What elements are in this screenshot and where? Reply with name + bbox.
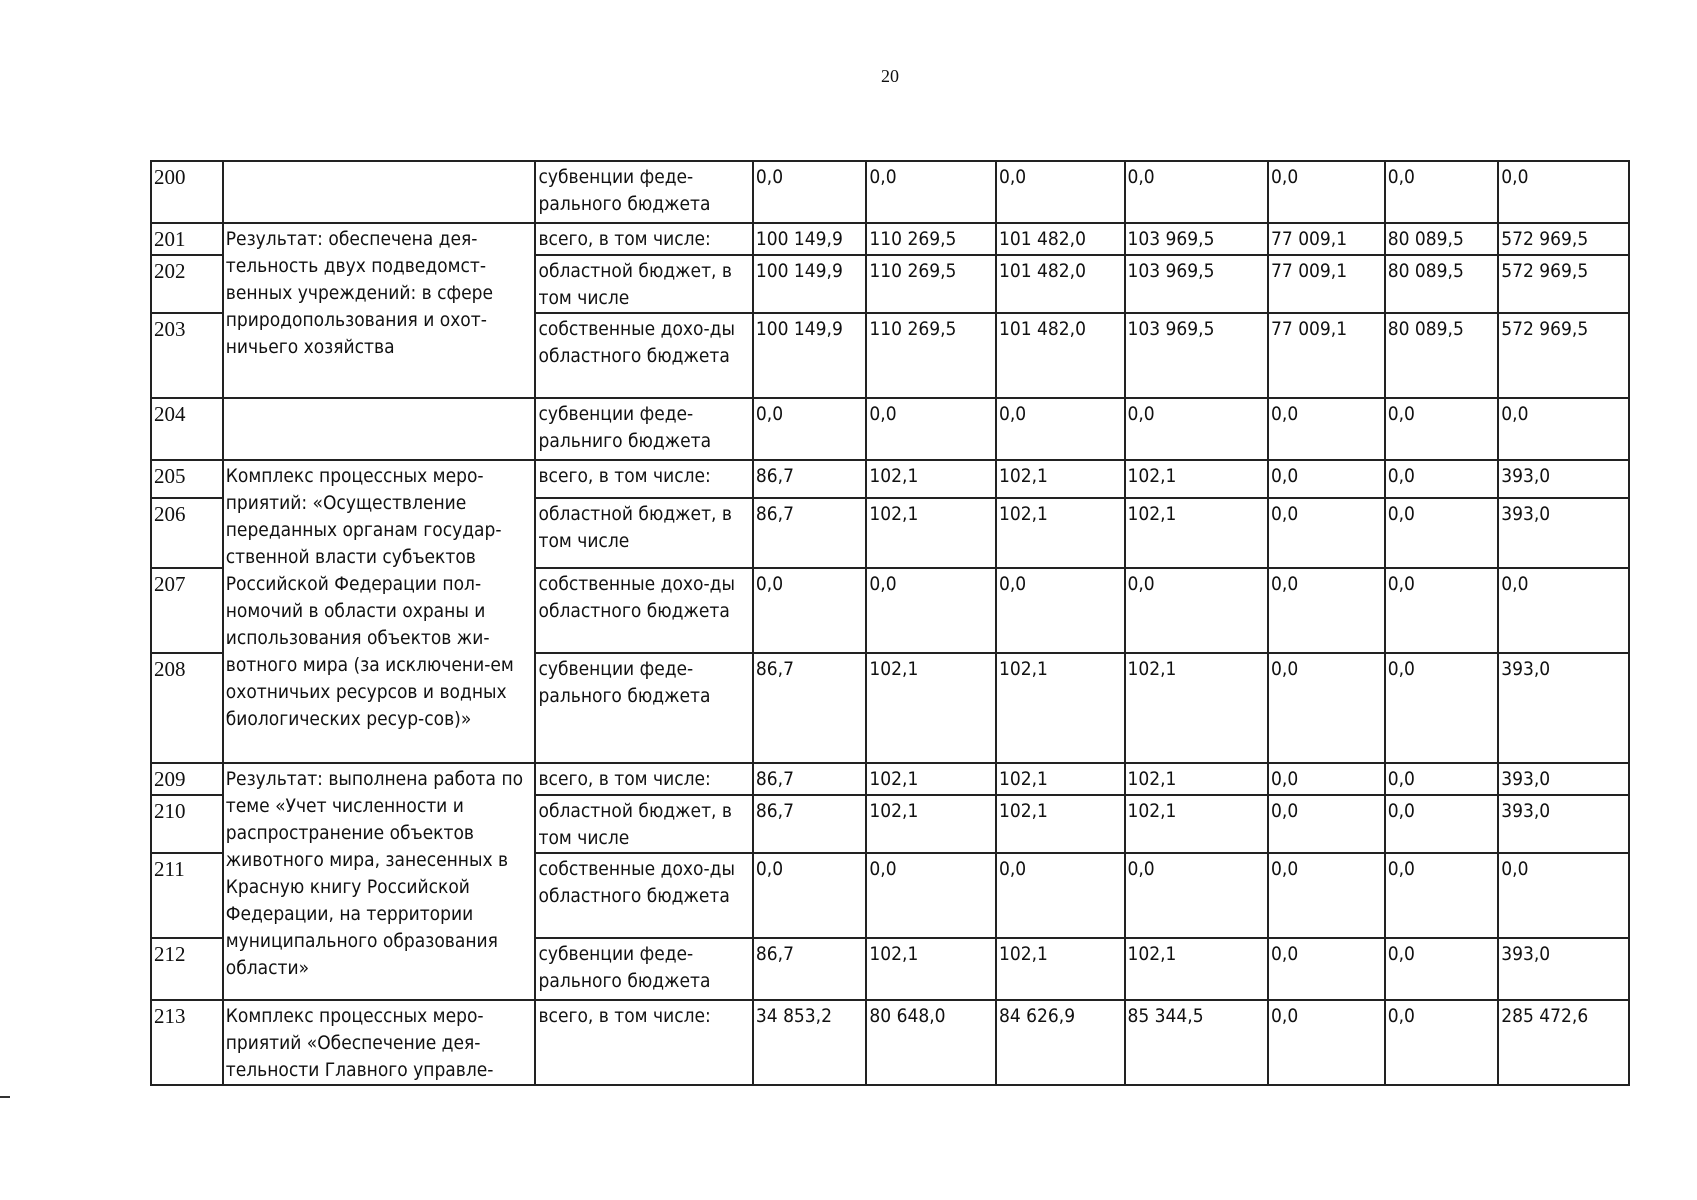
amount-cell: 34 853,2 — [753, 1000, 867, 1085]
amount-cell: 0,0 — [1385, 853, 1499, 938]
amount-cell: 102,1 — [1125, 938, 1269, 1000]
funding-source: всего, в том числе: — [535, 223, 752, 255]
row-number: 205 — [151, 460, 223, 498]
amount-cell: 101 482,0 — [996, 313, 1125, 398]
amount-cell: 0,0 — [866, 398, 996, 460]
item-description: Результат: выполнена работа по теме «Учет численности и распространение объектов животного мира, занесенных в Красную книгу Российской Федерации, на территории муниципального образования области» — [223, 763, 536, 1000]
amount-cell: 103 969,5 — [1125, 313, 1269, 398]
funding-source: всего, в том числе: — [535, 1000, 752, 1085]
amount-cell: 0,0 — [1268, 938, 1385, 1000]
funding-source: субвенции феде-ральниго бюджета — [535, 398, 752, 460]
amount-cell: 0,0 — [1125, 853, 1269, 938]
amount-cell: 102,1 — [1125, 763, 1269, 795]
amount-cell: 393,0 — [1498, 938, 1629, 1000]
amount-cell: 572 969,5 — [1498, 223, 1629, 255]
amount-cell: 0,0 — [996, 568, 1125, 653]
amount-cell: 0,0 — [753, 853, 867, 938]
amount-cell: 0,0 — [753, 161, 867, 223]
amount-cell: 102,1 — [1125, 498, 1269, 568]
amount-cell: 0,0 — [866, 568, 996, 653]
amount-cell: 0,0 — [1268, 498, 1385, 568]
table-row — [151, 1000, 1629, 1085]
amount-cell: 102,1 — [1125, 795, 1269, 853]
amount-cell: 0,0 — [1498, 398, 1629, 460]
amount-cell: 102,1 — [1125, 653, 1269, 763]
amount-cell: 80 648,0 — [866, 1000, 996, 1085]
amount-cell: 0,0 — [1125, 161, 1269, 223]
funding-source: всего, в том числе: — [535, 460, 752, 498]
budget-table — [150, 160, 1630, 1086]
amount-cell: 0,0 — [1268, 460, 1385, 498]
funding-source: субвенции феде-рального бюджета — [535, 938, 752, 1000]
amount-cell: 0,0 — [1268, 161, 1385, 223]
amount-cell: 0,0 — [1385, 763, 1499, 795]
amount-cell: 103 969,5 — [1125, 255, 1269, 313]
row-number: 202 — [151, 255, 223, 313]
amount-cell: 84 626,9 — [996, 1000, 1125, 1085]
amount-cell: 102,1 — [1125, 460, 1269, 498]
row-number: 210 — [151, 795, 223, 853]
amount-cell: 102,1 — [866, 460, 996, 498]
row-number: 200 — [151, 161, 223, 223]
amount-cell: 0,0 — [1385, 1000, 1499, 1085]
amount-cell: 86,7 — [753, 795, 867, 853]
amount-cell: 101 482,0 — [996, 255, 1125, 313]
amount-cell: 103 969,5 — [1125, 223, 1269, 255]
item-description — [223, 161, 536, 223]
table-row — [151, 161, 1629, 223]
amount-cell: 0,0 — [1268, 1000, 1385, 1085]
funding-source: областной бюджет, в том числе — [535, 498, 752, 568]
amount-cell: 0,0 — [1268, 653, 1385, 763]
amount-cell: 86,7 — [753, 763, 867, 795]
amount-cell: 0,0 — [1385, 161, 1499, 223]
row-number: 204 — [151, 398, 223, 460]
amount-cell: 102,1 — [996, 763, 1125, 795]
amount-cell: 100 149,9 — [753, 223, 867, 255]
amount-cell: 100 149,9 — [753, 255, 867, 313]
funding-source: собственные дохо-ды областного бюджета — [535, 568, 752, 653]
amount-cell: 0,0 — [1268, 398, 1385, 460]
amount-cell: 0,0 — [1385, 568, 1499, 653]
row-number: 209 — [151, 763, 223, 795]
amount-cell: 0,0 — [1268, 763, 1385, 795]
amount-cell: 0,0 — [996, 853, 1125, 938]
funding-source: субвенции феде-рального бюджета — [535, 653, 752, 763]
amount-cell: 77 009,1 — [1268, 313, 1385, 398]
amount-cell: 86,7 — [753, 498, 867, 568]
table-row — [151, 398, 1629, 460]
amount-cell: 572 969,5 — [1498, 313, 1629, 398]
row-number: 212 — [151, 938, 223, 1000]
item-description: Комплекс процессных меро-приятий: «Осуществление переданных органам государ-ственной власти субъектов Российской Федерации пол-номочий в области охраны и использования объектов жи-вотного мира (за исключени-ем охотничьих ресурсов и водных биологических ресур-сов)» — [223, 460, 536, 763]
amount-cell: 110 269,5 — [866, 313, 996, 398]
page-number: 20 — [881, 66, 899, 86]
scan-edge-mark — [0, 1096, 10, 1098]
amount-cell: 393,0 — [1498, 460, 1629, 498]
row-number: 206 — [151, 498, 223, 568]
amount-cell: 102,1 — [866, 795, 996, 853]
row-number: 203 — [151, 313, 223, 398]
funding-source: собственные дохо-ды областного бюджета — [535, 313, 752, 398]
amount-cell: 77 009,1 — [1268, 255, 1385, 313]
amount-cell: 0,0 — [753, 568, 867, 653]
item-description: Комплекс процессных меро-приятий «Обеспечение дея-тельности Главного управле- — [223, 1000, 536, 1085]
amount-cell: 0,0 — [866, 853, 996, 938]
amount-cell: 102,1 — [866, 763, 996, 795]
amount-cell: 0,0 — [1268, 795, 1385, 853]
amount-cell: 102,1 — [866, 498, 996, 568]
amount-cell: 0,0 — [1268, 853, 1385, 938]
amount-cell: 80 089,5 — [1385, 255, 1499, 313]
amount-cell: 393,0 — [1498, 653, 1629, 763]
amount-cell: 110 269,5 — [866, 223, 996, 255]
funding-source: областной бюджет, в том числе — [535, 795, 752, 853]
amount-cell: 102,1 — [996, 795, 1125, 853]
amount-cell: 0,0 — [1125, 398, 1269, 460]
amount-cell: 102,1 — [996, 653, 1125, 763]
amount-cell: 285 472,6 — [1498, 1000, 1629, 1085]
table-row — [151, 763, 1629, 795]
row-number: 208 — [151, 653, 223, 763]
funding-source: субвенции феде-рального бюджета — [535, 161, 752, 223]
row-number: 211 — [151, 853, 223, 938]
amount-cell: 0,0 — [1125, 568, 1269, 653]
amount-cell: 0,0 — [1498, 568, 1629, 653]
amount-cell: 0,0 — [866, 161, 996, 223]
amount-cell: 110 269,5 — [866, 255, 996, 313]
amount-cell: 77 009,1 — [1268, 223, 1385, 255]
amount-cell: 102,1 — [996, 498, 1125, 568]
item-description — [223, 398, 536, 460]
amount-cell: 0,0 — [1385, 498, 1499, 568]
amount-cell: 0,0 — [753, 398, 867, 460]
funding-source: областной бюджет, в том числе — [535, 255, 752, 313]
amount-cell: 102,1 — [996, 938, 1125, 1000]
amount-cell: 572 969,5 — [1498, 255, 1629, 313]
amount-cell: 102,1 — [996, 460, 1125, 498]
amount-cell: 100 149,9 — [753, 313, 867, 398]
amount-cell: 393,0 — [1498, 795, 1629, 853]
amount-cell: 0,0 — [1385, 795, 1499, 853]
amount-cell: 86,7 — [753, 938, 867, 1000]
amount-cell: 80 089,5 — [1385, 313, 1499, 398]
amount-cell: 0,0 — [996, 161, 1125, 223]
amount-cell: 0,0 — [1385, 460, 1499, 498]
amount-cell: 86,7 — [753, 460, 867, 498]
amount-cell: 80 089,5 — [1385, 223, 1499, 255]
item-description: Результат: обеспечена дея-тельность двух подведомст-венных учреждений: в сфере природопользования и охот-ничьего хозяйства — [223, 223, 536, 398]
amount-cell: 0,0 — [1268, 568, 1385, 653]
amount-cell: 0,0 — [1498, 161, 1629, 223]
amount-cell: 0,0 — [1385, 398, 1499, 460]
amount-cell: 102,1 — [866, 938, 996, 1000]
amount-cell: 0,0 — [1498, 853, 1629, 938]
funding-source: всего, в том числе: — [535, 763, 752, 795]
amount-cell: 86,7 — [753, 653, 867, 763]
amount-cell: 102,1 — [866, 653, 996, 763]
amount-cell: 85 344,5 — [1125, 1000, 1269, 1085]
row-number: 201 — [151, 223, 223, 255]
table-row — [151, 223, 1629, 255]
row-number: 207 — [151, 568, 223, 653]
amount-cell: 393,0 — [1498, 498, 1629, 568]
table-row — [151, 460, 1629, 498]
funding-source: собственные дохо-ды областного бюджета — [535, 853, 752, 938]
row-number: 213 — [151, 1000, 223, 1085]
amount-cell: 0,0 — [996, 398, 1125, 460]
amount-cell: 0,0 — [1385, 938, 1499, 1000]
amount-cell: 0,0 — [1385, 653, 1499, 763]
amount-cell: 393,0 — [1498, 763, 1629, 795]
amount-cell: 101 482,0 — [996, 223, 1125, 255]
